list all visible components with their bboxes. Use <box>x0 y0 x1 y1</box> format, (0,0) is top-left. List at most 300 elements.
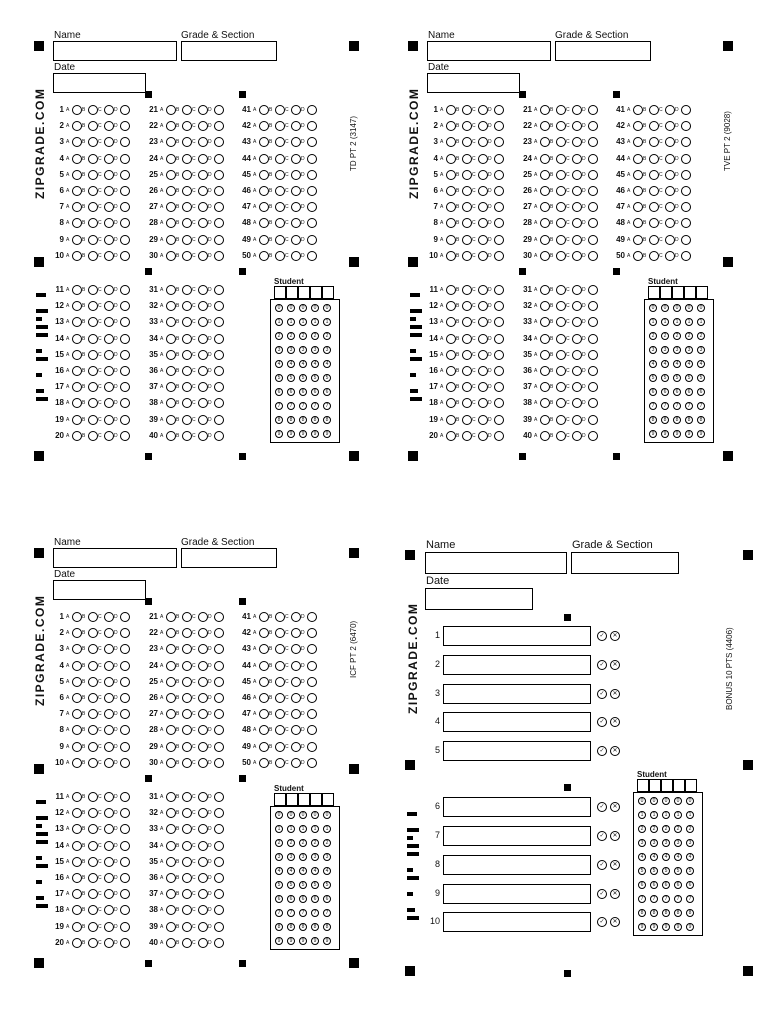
answer-bubble-a[interactable] <box>166 644 176 654</box>
student-id-bubble[interactable]: 9 <box>650 923 658 931</box>
date-field[interactable] <box>427 73 520 93</box>
answer-bubble-d[interactable] <box>307 628 317 638</box>
student-id-bubble[interactable]: 4 <box>662 853 670 861</box>
answer-bubble-d[interactable] <box>214 285 224 295</box>
answer-bubble-d[interactable] <box>307 121 317 131</box>
student-id-bubble[interactable]: 0 <box>299 811 307 819</box>
answer-bubble-b[interactable] <box>462 202 472 212</box>
answer-bubble-c[interactable] <box>478 218 488 228</box>
answer-bubble-d[interactable] <box>681 202 691 212</box>
answer-bubble-d[interactable] <box>494 350 504 360</box>
answer-bubble-c[interactable] <box>478 317 488 327</box>
answer-bubble-a[interactable] <box>540 202 550 212</box>
answer-bubble-b[interactable] <box>462 301 472 311</box>
answer-bubble-c[interactable] <box>198 382 208 392</box>
answer-bubble-c[interactable] <box>104 725 114 735</box>
answer-bubble-a[interactable] <box>72 137 82 147</box>
answer-bubble-b[interactable] <box>182 105 192 115</box>
answer-bubble-d[interactable] <box>120 677 130 687</box>
answer-bubble-b[interactable] <box>556 285 566 295</box>
answer-bubble-d[interactable] <box>681 137 691 147</box>
answer-bubble-c[interactable] <box>478 301 488 311</box>
student-id-bubble[interactable]: 9 <box>638 923 646 931</box>
student-id-bubble[interactable]: 2 <box>311 839 319 847</box>
answer-bubble-b[interactable] <box>275 154 285 164</box>
answer-bubble-b[interactable] <box>88 889 98 899</box>
correct-mark-bubble[interactable]: ✓ <box>597 631 607 641</box>
answer-bubble-d[interactable] <box>494 317 504 327</box>
student-id-bubble[interactable]: 0 <box>674 797 682 805</box>
student-id-bubble[interactable]: 2 <box>323 332 331 340</box>
answer-bubble-c[interactable] <box>478 186 488 196</box>
answer-bubble-a[interactable] <box>540 121 550 131</box>
answer-bubble-a[interactable] <box>72 889 82 899</box>
student-id-bubble[interactable]: 8 <box>287 416 295 424</box>
student-id-bubble[interactable]: 5 <box>674 867 682 875</box>
answer-bubble-c[interactable] <box>104 644 114 654</box>
student-id-bubble[interactable]: 1 <box>638 811 646 819</box>
answer-bubble-a[interactable] <box>166 301 176 311</box>
answer-bubble-d[interactable] <box>681 105 691 115</box>
answer-bubble-c[interactable] <box>478 350 488 360</box>
student-id-bubble[interactable]: 1 <box>661 318 669 326</box>
student-id-bubble[interactable]: 2 <box>275 332 283 340</box>
answer-bubble-a[interactable] <box>446 121 456 131</box>
student-id-bubble[interactable]: 7 <box>673 402 681 410</box>
answer-bubble-d[interactable] <box>120 612 130 622</box>
answer-bubble-a[interactable] <box>72 202 82 212</box>
answer-bubble-b[interactable] <box>88 202 98 212</box>
answer-bubble-a[interactable] <box>446 285 456 295</box>
answer-bubble-b[interactable] <box>88 415 98 425</box>
answer-bubble-c[interactable] <box>104 202 114 212</box>
answer-bubble-a[interactable] <box>166 415 176 425</box>
answer-bubble-a[interactable] <box>166 202 176 212</box>
answer-bubble-a[interactable] <box>72 792 82 802</box>
answer-bubble-a[interactable] <box>166 137 176 147</box>
answer-bubble-a[interactable] <box>166 350 176 360</box>
answer-bubble-a[interactable] <box>72 170 82 180</box>
answer-bubble-d[interactable] <box>588 105 598 115</box>
student-id-bubble[interactable]: 2 <box>649 332 657 340</box>
answer-bubble-c[interactable] <box>572 398 582 408</box>
answer-bubble-a[interactable] <box>166 758 176 768</box>
answer-bubble-a[interactable] <box>446 382 456 392</box>
student-id-bubble[interactable]: 1 <box>287 825 295 833</box>
student-id-entry[interactable] <box>685 779 697 792</box>
answer-bubble-c[interactable] <box>291 186 301 196</box>
student-id-bubble[interactable]: 7 <box>638 895 646 903</box>
answer-bubble-b[interactable] <box>275 105 285 115</box>
answer-bubble-c[interactable] <box>198 251 208 261</box>
student-id-entry[interactable] <box>310 793 322 806</box>
answer-bubble-c[interactable] <box>198 398 208 408</box>
answer-bubble-c[interactable] <box>291 742 301 752</box>
answer-bubble-a[interactable] <box>72 105 82 115</box>
answer-bubble-d[interactable] <box>307 186 317 196</box>
answer-bubble-b[interactable] <box>182 301 192 311</box>
answer-bubble-c[interactable] <box>104 792 114 802</box>
answer-bubble-c[interactable] <box>198 121 208 131</box>
answer-bubble-b[interactable] <box>556 202 566 212</box>
answer-bubble-b[interactable] <box>88 725 98 735</box>
answer-bubble-b[interactable] <box>88 382 98 392</box>
answer-bubble-d[interactable] <box>120 415 130 425</box>
answer-bubble-a[interactable] <box>540 170 550 180</box>
student-id-bubble[interactable]: 5 <box>650 867 658 875</box>
student-id-bubble[interactable]: 5 <box>311 374 319 382</box>
answer-bubble-c[interactable] <box>198 186 208 196</box>
answer-bubble-d[interactable] <box>120 922 130 932</box>
answer-bubble-b[interactable] <box>88 218 98 228</box>
answer-bubble-a[interactable] <box>446 366 456 376</box>
answer-bubble-a[interactable] <box>633 154 643 164</box>
answer-bubble-d[interactable] <box>588 366 598 376</box>
student-id-bubble[interactable]: 3 <box>275 853 283 861</box>
student-id-bubble[interactable]: 2 <box>686 825 694 833</box>
student-id-bubble[interactable]: 7 <box>661 402 669 410</box>
answer-bubble-d[interactable] <box>120 334 130 344</box>
student-id-bubble[interactable]: 9 <box>323 430 331 438</box>
answer-bubble-c[interactable] <box>198 235 208 245</box>
answer-bubble-d[interactable] <box>214 725 224 735</box>
answer-bubble-a[interactable] <box>166 334 176 344</box>
student-id-bubble[interactable]: 0 <box>638 797 646 805</box>
student-id-bubble[interactable]: 6 <box>323 388 331 396</box>
answer-bubble-a[interactable] <box>259 137 269 147</box>
answer-bubble-d[interactable] <box>214 922 224 932</box>
bonus-answer-field[interactable] <box>443 626 591 646</box>
answer-bubble-a[interactable] <box>540 366 550 376</box>
answer-bubble-b[interactable] <box>182 938 192 948</box>
answer-bubble-d[interactable] <box>307 709 317 719</box>
answer-bubble-a[interactable] <box>72 186 82 196</box>
correct-mark-bubble[interactable]: ✓ <box>597 802 607 812</box>
student-id-bubble[interactable]: 6 <box>287 388 295 396</box>
answer-bubble-d[interactable] <box>120 938 130 948</box>
answer-bubble-d[interactable] <box>494 235 504 245</box>
answer-bubble-c[interactable] <box>572 186 582 196</box>
answer-bubble-a[interactable] <box>633 105 643 115</box>
incorrect-mark-bubble[interactable]: ✕ <box>610 860 620 870</box>
student-id-bubble[interactable]: 4 <box>323 360 331 368</box>
student-id-bubble[interactable]: 3 <box>638 839 646 847</box>
answer-bubble-c[interactable] <box>665 251 675 261</box>
answer-bubble-a[interactable] <box>446 218 456 228</box>
answer-bubble-a[interactable] <box>540 186 550 196</box>
answer-bubble-b[interactable] <box>182 366 192 376</box>
answer-bubble-a[interactable] <box>72 301 82 311</box>
answer-bubble-c[interactable] <box>572 137 582 147</box>
answer-bubble-d[interactable] <box>681 154 691 164</box>
answer-bubble-c[interactable] <box>104 154 114 164</box>
answer-bubble-b[interactable] <box>88 350 98 360</box>
student-id-bubble[interactable]: 7 <box>275 402 283 410</box>
answer-bubble-d[interactable] <box>588 186 598 196</box>
answer-bubble-d[interactable] <box>120 170 130 180</box>
answer-bubble-c[interactable] <box>665 105 675 115</box>
answer-bubble-d[interactable] <box>307 218 317 228</box>
answer-bubble-c[interactable] <box>572 431 582 441</box>
answer-bubble-a[interactable] <box>72 218 82 228</box>
answer-bubble-b[interactable] <box>462 382 472 392</box>
answer-bubble-c[interactable] <box>478 235 488 245</box>
bonus-answer-field[interactable] <box>443 797 591 817</box>
answer-bubble-d[interactable] <box>307 742 317 752</box>
answer-bubble-b[interactable] <box>88 905 98 915</box>
student-id-bubble[interactable]: 8 <box>299 923 307 931</box>
answer-bubble-d[interactable] <box>588 154 598 164</box>
answer-bubble-d[interactable] <box>494 170 504 180</box>
answer-bubble-b[interactable] <box>275 677 285 687</box>
answer-bubble-b[interactable] <box>649 154 659 164</box>
answer-bubble-b[interactable] <box>182 742 192 752</box>
student-id-bubble[interactable]: 4 <box>697 360 705 368</box>
answer-bubble-d[interactable] <box>120 235 130 245</box>
answer-bubble-c[interactable] <box>291 137 301 147</box>
student-id-bubble[interactable]: 7 <box>299 402 307 410</box>
answer-bubble-a[interactable] <box>72 905 82 915</box>
answer-bubble-d[interactable] <box>120 628 130 638</box>
answer-bubble-b[interactable] <box>462 334 472 344</box>
answer-bubble-b[interactable] <box>556 415 566 425</box>
answer-bubble-a[interactable] <box>166 792 176 802</box>
answer-bubble-d[interactable] <box>214 218 224 228</box>
student-id-bubble[interactable]: 0 <box>287 811 295 819</box>
student-id-entry[interactable] <box>274 793 286 806</box>
answer-bubble-c[interactable] <box>198 889 208 899</box>
student-id-bubble[interactable]: 8 <box>649 416 657 424</box>
student-id-bubble[interactable]: 7 <box>685 402 693 410</box>
answer-bubble-b[interactable] <box>556 154 566 164</box>
answer-bubble-b[interactable] <box>182 137 192 147</box>
answer-bubble-d[interactable] <box>120 742 130 752</box>
student-id-bubble[interactable]: 9 <box>661 430 669 438</box>
student-id-bubble[interactable]: 8 <box>697 416 705 424</box>
answer-bubble-d[interactable] <box>214 317 224 327</box>
answer-bubble-d[interactable] <box>214 889 224 899</box>
answer-bubble-c[interactable] <box>104 317 114 327</box>
answer-bubble-d[interactable] <box>588 350 598 360</box>
answer-bubble-a[interactable] <box>259 235 269 245</box>
answer-bubble-b[interactable] <box>462 398 472 408</box>
answer-bubble-b[interactable] <box>462 105 472 115</box>
bonus-answer-field[interactable] <box>443 712 591 732</box>
answer-bubble-d[interactable] <box>120 905 130 915</box>
answer-bubble-b[interactable] <box>182 612 192 622</box>
answer-bubble-a[interactable] <box>259 628 269 638</box>
answer-bubble-b[interactable] <box>462 170 472 180</box>
student-id-bubble[interactable]: 1 <box>311 318 319 326</box>
student-id-entry[interactable] <box>286 286 298 299</box>
answer-bubble-a[interactable] <box>633 218 643 228</box>
answer-bubble-a[interactable] <box>166 841 176 851</box>
student-id-bubble[interactable]: 9 <box>323 937 331 945</box>
bonus-answer-field[interactable] <box>443 741 591 761</box>
student-id-bubble[interactable]: 5 <box>685 374 693 382</box>
answer-bubble-b[interactable] <box>275 186 285 196</box>
student-id-bubble[interactable]: 4 <box>673 360 681 368</box>
answer-bubble-d[interactable] <box>214 154 224 164</box>
student-id-bubble[interactable]: 5 <box>649 374 657 382</box>
answer-bubble-a[interactable] <box>72 677 82 687</box>
answer-bubble-a[interactable] <box>166 121 176 131</box>
answer-bubble-d[interactable] <box>214 758 224 768</box>
answer-bubble-c[interactable] <box>572 170 582 180</box>
student-id-bubble[interactable]: 8 <box>299 416 307 424</box>
answer-bubble-a[interactable] <box>259 612 269 622</box>
answer-bubble-c[interactable] <box>665 218 675 228</box>
student-id-bubble[interactable]: 0 <box>323 304 331 312</box>
student-id-bubble[interactable]: 4 <box>299 867 307 875</box>
answer-bubble-d[interactable] <box>214 612 224 622</box>
answer-bubble-a[interactable] <box>166 824 176 834</box>
student-id-bubble[interactable]: 2 <box>299 332 307 340</box>
answer-bubble-d[interactable] <box>588 235 598 245</box>
answer-bubble-c[interactable] <box>198 873 208 883</box>
answer-bubble-c[interactable] <box>104 415 114 425</box>
student-id-bubble[interactable]: 3 <box>299 853 307 861</box>
answer-bubble-a[interactable] <box>166 398 176 408</box>
student-id-bubble[interactable]: 8 <box>287 923 295 931</box>
student-id-bubble[interactable]: 8 <box>275 923 283 931</box>
answer-bubble-a[interactable] <box>72 154 82 164</box>
student-id-bubble[interactable]: 8 <box>673 416 681 424</box>
answer-bubble-b[interactable] <box>182 121 192 131</box>
answer-bubble-a[interactable] <box>166 677 176 687</box>
answer-bubble-b[interactable] <box>649 202 659 212</box>
incorrect-mark-bubble[interactable]: ✕ <box>610 689 620 699</box>
answer-bubble-b[interactable] <box>88 709 98 719</box>
answer-bubble-d[interactable] <box>307 251 317 261</box>
answer-bubble-b[interactable] <box>182 905 192 915</box>
answer-bubble-a[interactable] <box>166 251 176 261</box>
answer-bubble-a[interactable] <box>72 350 82 360</box>
answer-bubble-b[interactable] <box>275 202 285 212</box>
student-id-bubble[interactable]: 7 <box>323 402 331 410</box>
answer-bubble-c[interactable] <box>198 154 208 164</box>
answer-bubble-a[interactable] <box>259 693 269 703</box>
answer-bubble-d[interactable] <box>214 382 224 392</box>
student-id-entry[interactable] <box>660 286 672 299</box>
student-id-bubble[interactable]: 9 <box>673 430 681 438</box>
answer-bubble-c[interactable] <box>104 938 114 948</box>
answer-bubble-b[interactable] <box>182 154 192 164</box>
answer-bubble-d[interactable] <box>307 105 317 115</box>
answer-bubble-d[interactable] <box>214 301 224 311</box>
answer-bubble-a[interactable] <box>72 857 82 867</box>
answer-bubble-a[interactable] <box>166 105 176 115</box>
answer-bubble-c[interactable] <box>198 285 208 295</box>
answer-bubble-d[interactable] <box>588 398 598 408</box>
answer-bubble-d[interactable] <box>494 202 504 212</box>
answer-bubble-c[interactable] <box>291 251 301 261</box>
answer-bubble-b[interactable] <box>88 431 98 441</box>
answer-bubble-d[interactable] <box>120 105 130 115</box>
answer-bubble-a[interactable] <box>259 677 269 687</box>
answer-bubble-a[interactable] <box>446 301 456 311</box>
student-id-bubble[interactable]: 6 <box>275 895 283 903</box>
answer-bubble-b[interactable] <box>88 824 98 834</box>
student-id-bubble[interactable]: 1 <box>649 318 657 326</box>
answer-bubble-c[interactable] <box>291 202 301 212</box>
answer-bubble-c[interactable] <box>291 154 301 164</box>
student-id-bubble[interactable]: 8 <box>311 923 319 931</box>
student-id-entry[interactable] <box>310 286 322 299</box>
correct-mark-bubble[interactable]: ✓ <box>597 889 607 899</box>
student-id-bubble[interactable]: 8 <box>661 416 669 424</box>
student-id-bubble[interactable]: 7 <box>323 909 331 917</box>
correct-mark-bubble[interactable]: ✓ <box>597 917 607 927</box>
answer-bubble-c[interactable] <box>478 415 488 425</box>
answer-bubble-b[interactable] <box>462 218 472 228</box>
answer-bubble-b[interactable] <box>182 873 192 883</box>
answer-bubble-d[interactable] <box>214 661 224 671</box>
answer-bubble-b[interactable] <box>88 873 98 883</box>
answer-bubble-c[interactable] <box>198 857 208 867</box>
answer-bubble-d[interactable] <box>214 824 224 834</box>
answer-bubble-d[interactable] <box>307 758 317 768</box>
answer-bubble-c[interactable] <box>104 186 114 196</box>
answer-bubble-c[interactable] <box>104 170 114 180</box>
student-id-bubble[interactable]: 5 <box>299 881 307 889</box>
answer-bubble-b[interactable] <box>182 202 192 212</box>
student-id-bubble[interactable]: 4 <box>661 360 669 368</box>
student-id-bubble[interactable]: 5 <box>686 867 694 875</box>
student-id-bubble[interactable]: 3 <box>287 346 295 354</box>
answer-bubble-c[interactable] <box>572 251 582 261</box>
answer-bubble-a[interactable] <box>446 170 456 180</box>
answer-bubble-d[interactable] <box>214 677 224 687</box>
student-id-bubble[interactable]: 0 <box>287 304 295 312</box>
answer-bubble-c[interactable] <box>291 661 301 671</box>
answer-bubble-d[interactable] <box>588 382 598 392</box>
answer-bubble-a[interactable] <box>633 235 643 245</box>
answer-bubble-a[interactable] <box>259 644 269 654</box>
answer-bubble-c[interactable] <box>291 235 301 245</box>
student-id-bubble[interactable]: 1 <box>650 811 658 819</box>
answer-bubble-c[interactable] <box>478 382 488 392</box>
answer-bubble-b[interactable] <box>182 661 192 671</box>
answer-bubble-b[interactable] <box>556 334 566 344</box>
answer-bubble-c[interactable] <box>665 202 675 212</box>
answer-bubble-a[interactable] <box>540 105 550 115</box>
answer-bubble-a[interactable] <box>166 382 176 392</box>
student-id-bubble[interactable]: 5 <box>323 374 331 382</box>
answer-bubble-d[interactable] <box>120 644 130 654</box>
answer-bubble-d[interactable] <box>588 251 598 261</box>
answer-bubble-b[interactable] <box>275 170 285 180</box>
answer-bubble-d[interactable] <box>214 644 224 654</box>
answer-bubble-c[interactable] <box>104 218 114 228</box>
student-id-bubble[interactable]: 8 <box>311 416 319 424</box>
answer-bubble-b[interactable] <box>182 415 192 425</box>
answer-bubble-c[interactable] <box>198 758 208 768</box>
answer-bubble-c[interactable] <box>104 841 114 851</box>
answer-bubble-d[interactable] <box>681 170 691 180</box>
answer-bubble-b[interactable] <box>275 661 285 671</box>
answer-bubble-a[interactable] <box>259 121 269 131</box>
student-id-bubble[interactable]: 5 <box>323 881 331 889</box>
answer-bubble-b[interactable] <box>88 137 98 147</box>
answer-bubble-b[interactable] <box>275 121 285 131</box>
student-id-bubble[interactable]: 2 <box>311 332 319 340</box>
answer-bubble-d[interactable] <box>120 350 130 360</box>
student-id-bubble[interactable]: 0 <box>661 304 669 312</box>
answer-bubble-d[interactable] <box>120 824 130 834</box>
student-id-bubble[interactable]: 9 <box>299 430 307 438</box>
answer-bubble-d[interactable] <box>588 202 598 212</box>
